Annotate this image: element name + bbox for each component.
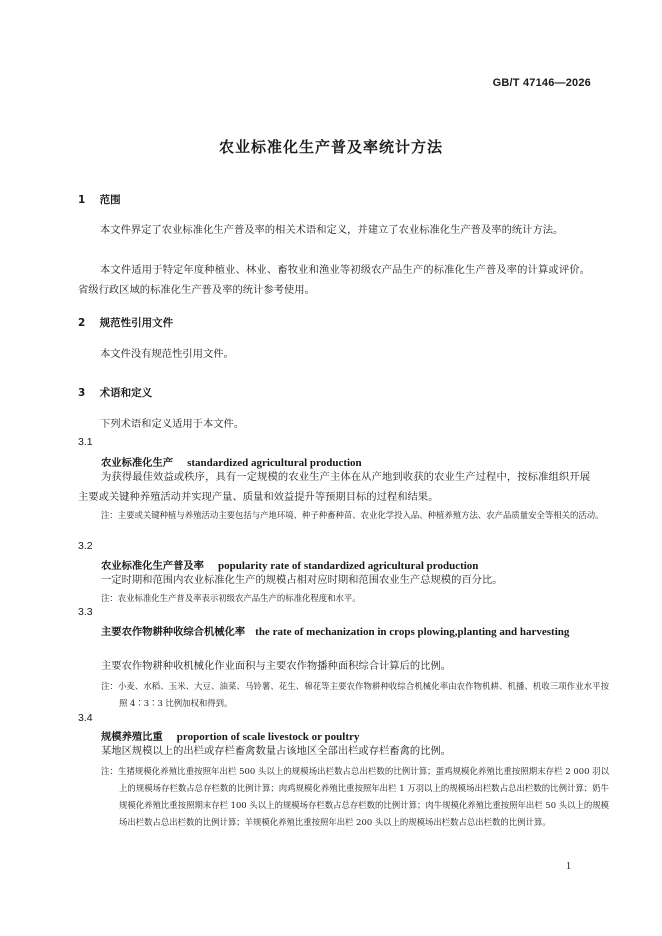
term-note [101, 507, 609, 524]
note-text: 农业标准化生产普及率表示初级农产品生产的标准化程度和水平。 [117, 593, 361, 603]
section-number: 2 [78, 317, 86, 329]
term-number: 3.1 [78, 436, 93, 448]
section-heading-scope [78, 192, 121, 207]
document-title: 农业标准化生产普及率统计方法 [218, 138, 443, 156]
term-note [101, 763, 609, 831]
paragraph: 下列术语和定义适用于本文件。 [100, 418, 245, 430]
note-text: 生猪规模化养殖比重按照年出栏 500 头以上的规模场出栏数占总出栏数的比例计算；蛋鸡规模化养殖比重按照期末存栏 2 000 羽以上的规模场存栏数占总存栏数的比例计算；肉鸡规模化养殖比重按照年出栏 1 万羽以上的规模场出栏数占总出栏数的比例计算；奶牛规模化养殖比重按照期末存栏 100 头以上的规模场存栏数占总存栏数的比例计算；肉牛规模化养殖比重按照年出栏 50 头以上的规模场出栏数占总出栏数的比例计算；羊规模化养殖比重按照年出栏 200 头以上的规模场出栏数占总出栏数的比例计算。 [117, 766, 610, 827]
note-text: 主要或关键种植与养殖活动主要包括与产地环境、种子种畜种苗、农业化学投入品、种植养殖方法、农产品质量安全等相关的活动。 [117, 510, 604, 520]
section-title: 术语和定义 [99, 387, 153, 399]
note-text: 小麦、水稻、玉米、大豆、油菜、马铃薯、花生、棉花等主要农作物耕种收综合机械化率由农作物机耕、机播、机收三项作业水平按照 4∶3∶3 比例加权和得到。 [117, 681, 609, 708]
term-definition: 主要农作物耕种收机械化作业面积与主要农作物播种面积综合计算后的比例。 [101, 660, 452, 672]
note-label: 注： [101, 766, 118, 776]
note-label: 注： [101, 593, 118, 603]
term-note [101, 678, 609, 712]
term-definition: 为获得最佳效益或秩序，具有一定规模的农业生产主体在从产地到收获的农业生产过程中，按标准组织开展主要或关键种养殖活动并实现产量、质量和效益提升等预期目标的过程和结果。 [78, 471, 590, 503]
term-zh: 规模养殖比重 [101, 731, 163, 743]
note-label: 注： [101, 510, 118, 520]
term-definition: 某地区规模以上的出栏或存栏畜禽数量占该地区全部出栏或存栏畜禽的比例。 [101, 745, 452, 757]
term-en: popularity rate of standardized agricultural production [217, 560, 479, 572]
term-en: proportion of scale livestock or poultry [176, 731, 360, 743]
term-en: the rate of mechanization in crops plowing,planting and harvesting [255, 626, 570, 638]
page-number: 1 [566, 861, 571, 872]
section-heading-terms [78, 385, 152, 400]
term-en: standardized agricultural production [187, 457, 362, 469]
term-note [101, 590, 609, 607]
paragraph: 本文件界定了农业标准化生产普及率的相关术语和定义，并建立了农业标准化生产普及率的统计方法。 [100, 224, 564, 236]
paragraph: 本文件适用于特定年度种植业、林业、畜牧业和渔业等初级农产品生产的标准化生产普及率的计算或评价。省级行政区域的标准化生产普及率的统计参考使用。 [78, 264, 590, 296]
term-zh: 主要农作物耕种收综合机械化率 [101, 626, 246, 638]
note-label: 注： [101, 681, 118, 691]
term-number: 3.2 [78, 540, 93, 552]
section-title: 规范性引用文件 [99, 317, 174, 329]
term-number: 3.3 [78, 606, 93, 618]
section-number: 1 [78, 194, 86, 206]
term-zh: 农业标准化生产 [101, 457, 174, 469]
term-number: 3.4 [78, 712, 93, 724]
paragraph: 本文件没有规范性引用文件。 [100, 348, 234, 360]
term-entry [78, 622, 590, 642]
term-definition: 一定时期和范围内农业标准化生产的规模占相对应时期和范围农业生产总规模的百分比。 [101, 574, 503, 586]
section-heading-normative-references [78, 315, 173, 330]
section-title: 范围 [99, 194, 121, 206]
term-zh: 农业标准化生产普及率 [101, 560, 204, 572]
standard-number: GB/T 47146—2026 [492, 77, 591, 89]
section-number: 3 [78, 387, 86, 399]
